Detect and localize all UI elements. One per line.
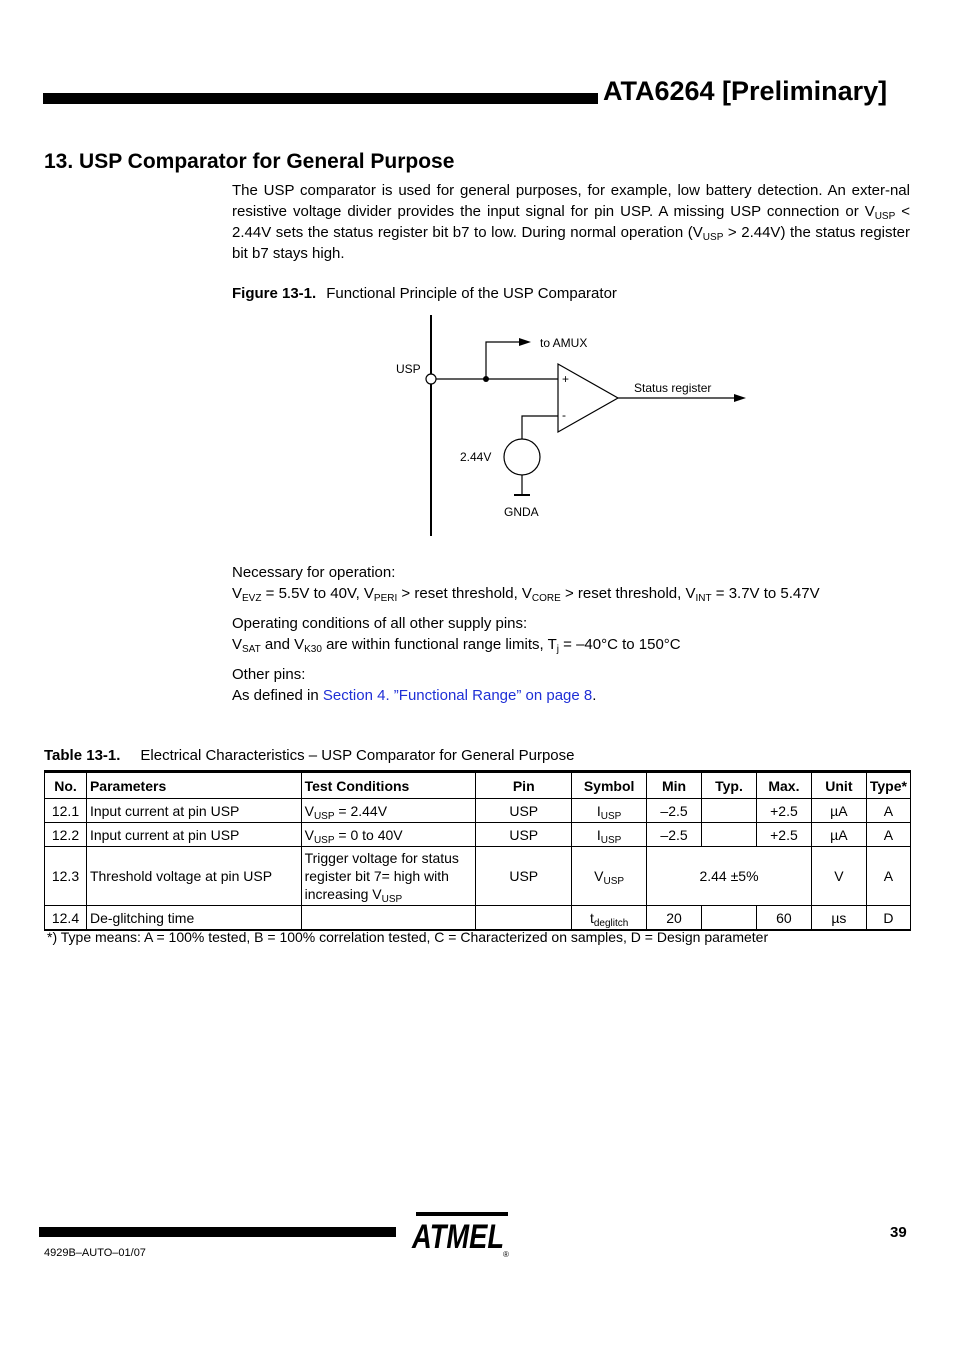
figure-label: Figure 13-1.	[232, 285, 317, 302]
col-header-parameters: Parameters	[86, 772, 301, 799]
col-header-type: Type*	[866, 772, 910, 799]
cell-no: 12.1	[45, 799, 87, 823]
atmel-logo	[408, 1208, 514, 1258]
pin-usp-node	[426, 374, 436, 384]
cell-parameter: Threshold voltage at pin USP	[86, 847, 301, 906]
cell-parameter: Input current at pin USP	[86, 823, 301, 847]
cell-symbol: $V_{USP}$	[572, 847, 647, 906]
cell-symbol: $t_{deglitch}$	[572, 906, 647, 931]
cell-symbol: $I_{USP}$	[572, 823, 647, 847]
other-pins-title: Other pins:	[232, 666, 306, 683]
cell-test-condition: $V_{USP} = 2.44V$	[301, 799, 476, 823]
table-row	[45, 799, 911, 823]
cell-unit: µA	[811, 799, 866, 823]
footer-rule	[39, 1227, 396, 1237]
cell-typ	[702, 823, 757, 847]
document-title: ATA6264 [Preliminary]	[603, 76, 888, 106]
col-header-no: No.	[45, 772, 87, 799]
amux-wire	[486, 342, 520, 379]
necessary-title: Necessary for operation:	[232, 564, 396, 581]
operating-title: Operating conditions of all other supply pins:	[232, 615, 528, 632]
label-voltage: 2.44V	[460, 450, 492, 464]
intro-paragraph: The USP comparator is used for general purposes, for example, low battery detection. An exter-nal resistive voltage divider provides the input signal for pin USP. A missing USP connection or $V_{USP} < 2.44V$ sets the status register bit b7 to low. During normal operation $(V_{USP} > 2.44V)$ the status register bit b7 stays high.	[232, 182, 911, 262]
label-usp: USP	[396, 362, 421, 376]
figure-caption-text: Functional Principle of the USP Comparator	[326, 285, 617, 302]
cell-max: 60	[756, 906, 811, 931]
cell-typ	[702, 799, 757, 823]
label-plus: +	[562, 372, 570, 386]
cell-test-condition: Trigger voltage for status register bit 7= high with increasing $V_{USP}$	[301, 847, 476, 906]
cell-min: –2.5	[647, 799, 702, 823]
document-number: 4929B–AUTO–01/07	[44, 1247, 146, 1259]
cell-unit: V	[811, 847, 866, 906]
cell-max: +2.5	[756, 823, 811, 847]
cell-unit: µs	[811, 906, 866, 931]
logo-registered-mark: ®	[503, 1250, 509, 1258]
amux-arrowhead	[519, 338, 531, 346]
cell-test-condition	[301, 906, 476, 931]
label-minus: -	[562, 408, 566, 422]
label-status-register: Status register	[634, 381, 712, 395]
table-caption-text: Electrical Characteristics – USP Comparator for General Purpose	[140, 747, 575, 764]
operating-block	[232, 613, 910, 655]
cell-pin: USP	[476, 847, 572, 906]
cell-typical-range: 2.44 ±5%	[647, 847, 812, 906]
cell-pin	[476, 906, 572, 931]
cell-no: 12.4	[45, 906, 87, 931]
operating-text: $V_{SAT}$ and $V_{K30}$ are within functional range limits, $T_j = -40^\circ C$ to 150°C	[232, 636, 681, 655]
cell-type: A	[866, 799, 910, 823]
electrical-characteristics-table	[44, 770, 911, 931]
necessary-block	[232, 562, 910, 604]
output-arrowhead	[734, 394, 746, 402]
cell-min: –2.5	[647, 823, 702, 847]
section-4-link[interactable]: Section 4. ”Functional Range” on page 8	[322, 687, 593, 704]
col-header-test-conditions: Test Conditions	[301, 772, 476, 799]
table-row	[45, 823, 911, 847]
col-header-min: Min	[647, 772, 702, 799]
cell-typ	[702, 906, 757, 931]
table-header-row	[45, 772, 911, 799]
label-gnda: GNDA	[504, 505, 539, 519]
table-label: Table 13-1.	[44, 747, 121, 764]
cell-pin: USP	[476, 799, 572, 823]
cell-test-condition: $V_{USP} = 0$ to 40V	[301, 823, 476, 847]
col-header-symbol: Symbol	[572, 772, 647, 799]
cell-max: +2.5	[756, 799, 811, 823]
necessary-text: $V_{EVZ} = 5.5V$ to 40V, $V_{PERI}$ > reset threshold, $V_{CORE}$ > reset threshold, $V_{INT} = 3.7V$ to 5.47V	[232, 585, 820, 604]
col-header-typ: Typ.	[702, 772, 757, 799]
table-row	[45, 906, 911, 931]
section-title: 13. USP Comparator for General Purpose	[44, 150, 455, 173]
label-to-amux: to AMUX	[540, 336, 588, 350]
page-number: 39	[890, 1224, 907, 1241]
cell-parameter: Input current at pin USP	[86, 799, 301, 823]
cell-unit: µA	[811, 823, 866, 847]
cell-no: 12.3	[45, 847, 87, 906]
logo-text: ATMEL	[411, 1218, 504, 1256]
cell-no: 12.2	[45, 823, 87, 847]
voltage-source	[504, 439, 540, 475]
col-header-max: Max.	[756, 772, 811, 799]
col-header-pin: Pin	[476, 772, 572, 799]
table-caption	[44, 747, 574, 764]
minus-input-wire	[522, 416, 558, 439]
cell-type: A	[866, 847, 910, 906]
cell-pin: USP	[476, 823, 572, 847]
cell-type: A	[866, 823, 910, 847]
table-footnote: *) Type means: A = 100% tested, B = 100% correlation tested, C = Characterized on samples, D = Design parameter	[47, 929, 769, 945]
table-row	[45, 847, 911, 906]
other-pins-text: As defined in Section 4. ”Functional Range” on page 8.	[232, 687, 597, 704]
cell-type: D	[866, 906, 910, 931]
other-pins-block	[232, 664, 910, 706]
cell-symbol: $I_{USP}$	[572, 799, 647, 823]
col-header-unit: Unit	[811, 772, 866, 799]
cell-min: 20	[647, 906, 702, 931]
cell-parameter: De-glitching time	[86, 906, 301, 931]
